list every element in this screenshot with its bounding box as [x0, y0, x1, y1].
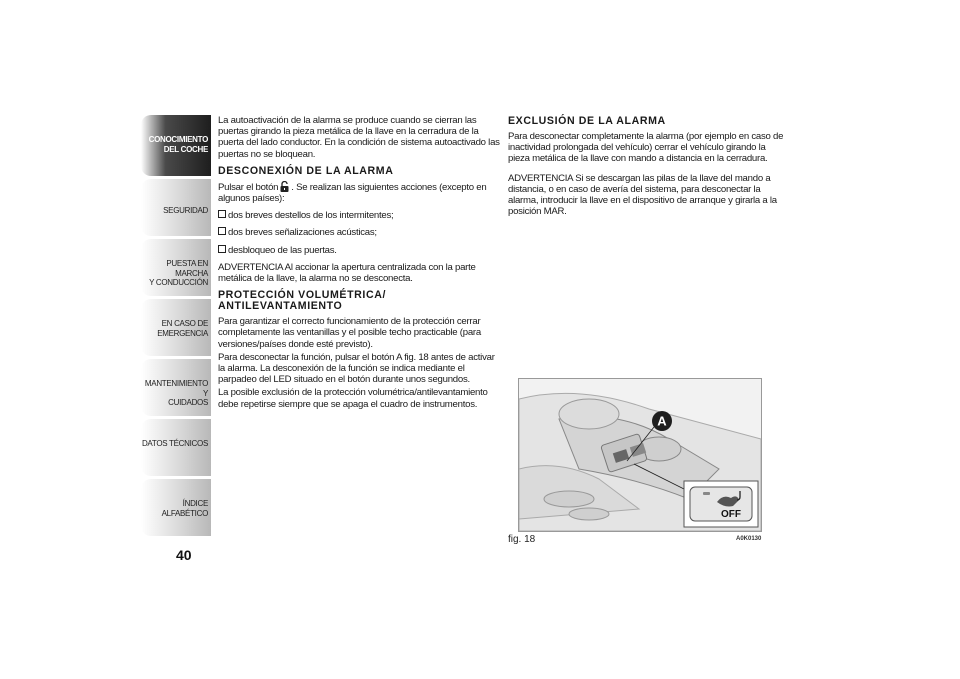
tab-label: CONOCIMIENTO DEL COCHE [148, 135, 208, 154]
callout-a-label: A [657, 413, 667, 429]
tab-puesta-en-marcha[interactable] [141, 239, 211, 296]
paragraph: Para desconectar la función, pulsar el botón A fig. 18 antes de activar la alarma. La desconexión de la función se indica mediante el parpadeo del LED situado en el botón durante unos segundos. [218, 351, 495, 386]
page-number: 40 [176, 547, 192, 563]
tab-conocimiento-del-coche[interactable] [141, 115, 211, 176]
heading-proteccion: PROTECCIÓN VOLUMÉTRICA/ ANTILEVANTAMIENTO [218, 289, 386, 313]
off-label: OFF [721, 509, 741, 520]
tab-label: DATOS TÉCNICOS [141, 439, 208, 448]
press-button-paragraph [218, 181, 500, 204]
roof-console-drawing [519, 379, 761, 531]
press-text-before: Pulsar el botón [218, 181, 279, 193]
tab-indice-alfabetico[interactable] [141, 479, 211, 536]
paragraph: Para garantizar el correcto funcionamiento de la protección cerrar completamente las ventanillas y el posible techo practicable (para versiones/países donde esté previsto). [218, 316, 481, 350]
lock-open-icon [280, 181, 289, 192]
heading-exclusion: EXCLUSIÓN DE LA ALARMA [508, 115, 666, 127]
tab-label: ÍNDICE ALFABÉTICO [161, 499, 208, 518]
tab-datos-tecnicos[interactable] [141, 419, 211, 476]
list-item: desbloqueo de las puertas. [218, 245, 500, 256]
warning-paragraph: ADVERTENCIA Si se descargan las pilas de la llave del mando a distancia, o en caso de avería del sistema, para desconectar la alarma, introducir la llave en el dispositivo de arranque y girarla a la posición MAR. [508, 172, 777, 218]
tab-en-caso-de-emergencia[interactable] [141, 299, 211, 356]
led-indicator [703, 492, 710, 495]
intro-paragraph: La autoactivación de la alarma se produce cuando se cierran las puertas girando la pieza metálica de la llave en la cerradura de la puerta del lado conductor. En la condición de sistema autoactivado las puertas no se bloquean. [218, 115, 500, 160]
actions-list [218, 210, 500, 256]
tab-label: MANTENIMIENTO Y CUIDADOS [144, 379, 208, 407]
tab-seguridad[interactable] [141, 179, 211, 236]
figure-code: A0K0130 [736, 536, 762, 542]
press-text-after: . Se realizan las siguientes acciones (excepto en algunos países): [218, 181, 487, 205]
checkbox-bullet-icon [218, 245, 226, 253]
tab-mantenimiento[interactable] [141, 359, 211, 416]
heading-desconexion: DESCONEXIÓN DE LA ALARMA [218, 164, 394, 177]
checkbox-bullet-icon [218, 210, 226, 218]
tab-label: PUESTA EN MARCHA Y CONDUCCIÓN [149, 259, 208, 287]
warning-paragraph: ADVERTENCIA Al accionar la apertura centralizada con la parte metálica de la llave, la alarma no se desconecta. [218, 261, 476, 285]
checkbox-bullet-icon [218, 227, 226, 235]
list-item: dos breves señalizaciones acústicas; [218, 227, 500, 238]
figure-caption: fig. 18 [508, 534, 536, 545]
left-column [218, 115, 500, 416]
list-item: dos breves destellos de los intermitentes; [218, 210, 500, 221]
tab-label: EN CASO DE EMERGENCIA [157, 319, 208, 338]
tab-label: SEGURIDAD [163, 206, 208, 215]
figure-18-illustration [518, 378, 762, 532]
paragraph: Para desconectar completamente la alarma (por ejemplo en caso de inactividad prolongada del vehículo) cerrar el vehículo girando la pieza metálica de la llave con mando a distancia en la cerradura. [508, 131, 784, 165]
paragraph: La posible exclusión de la protección volumétrica/antilevantamiento debe repetirse siempre que se apaga el cuadro de instrumentos. [218, 387, 488, 410]
right-column [508, 115, 784, 223]
chapter-sidebar [141, 115, 211, 539]
